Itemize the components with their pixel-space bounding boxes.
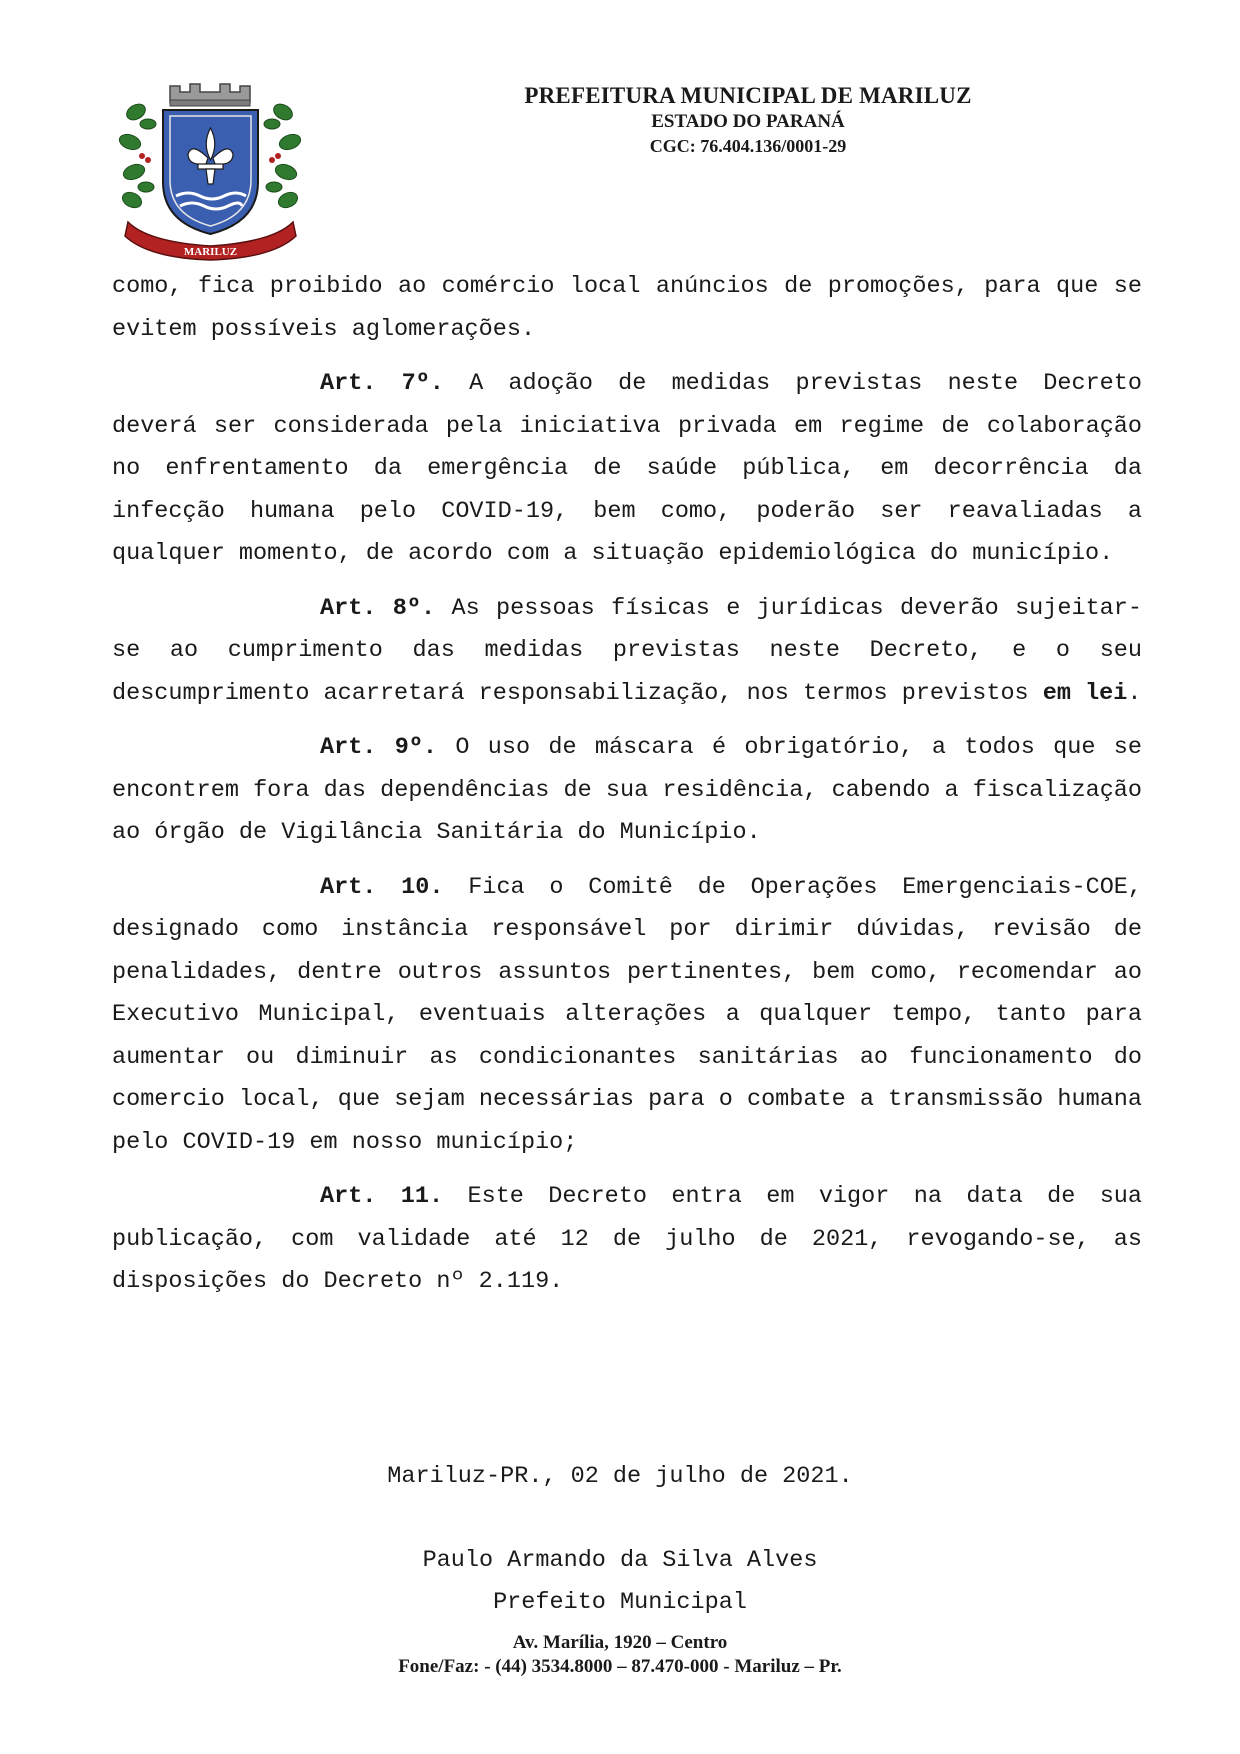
article-7 bbox=[112, 363, 1142, 576]
article-label: Art. 8º. bbox=[320, 594, 436, 622]
article-text: A adoção de medidas previstas neste Decreto deverá ser considerada pela iniciativa privada em regime de colaboração no enfrentamento da emergência de saúde pública, em decorrência da infecção humana pelo COVID-19, bem como, poderão ser reavaliadas a qualquer momento, de acordo com a situação epidemiológica do município. bbox=[112, 370, 1142, 567]
article-text: As pessoas físicas e jurídicas deverão sujeitar-se ao cumprimento das medidas previstas neste Decreto, e o seu descumprimento acarretará responsabilização, nos termos previstos bbox=[112, 594, 1142, 707]
cgc-number: CGC: 76.404.136/0001-29 bbox=[649, 136, 847, 156]
article-label: Art. 9º. bbox=[320, 734, 438, 761]
article-emphasis: em lei bbox=[1042, 679, 1128, 707]
decree-body bbox=[112, 266, 1142, 1316]
coat-of-arms-icon bbox=[118, 72, 303, 262]
article-label: Art. 7º. bbox=[320, 370, 444, 397]
article-end: . bbox=[1127, 679, 1142, 707]
footer-address: Av. Marília, 1920 – Centro bbox=[512, 1632, 728, 1653]
header-text bbox=[478, 82, 1018, 158]
article-label: Art. 11. bbox=[320, 1183, 444, 1210]
paragraph-continuation bbox=[112, 266, 1142, 351]
article-text: Este Decreto entra em vigor na data de sua publicação, com validade até 12 de julho de 2021, revogando-se, as disposições do Decreto nº 2.119. bbox=[112, 1183, 1142, 1295]
article-11 bbox=[112, 1176, 1142, 1304]
article-8 bbox=[112, 588, 1142, 716]
place-date: Mariluz-PR., 02 de julho de 2021. bbox=[387, 1463, 853, 1490]
page-title: PREFEITURA MUNICIPAL DE MARILUZ bbox=[524, 83, 972, 108]
state-name: ESTADO DO PARANÁ bbox=[651, 111, 845, 132]
article-text: O uso de máscara é obrigatório, a todos que se encontrem fora das dependências de sua residência, cabendo a fiscalização ao órgão de Vigilância Sanitária do Município. bbox=[112, 734, 1142, 846]
signer-name: Paulo Armando da Silva Alves bbox=[422, 1547, 818, 1574]
paragraph-text: como, fica proibido ao comércio local anúncios de promoções, para que se evitem possíveis aglomerações. bbox=[112, 273, 1142, 343]
signer-title: Prefeito Municipal bbox=[493, 1589, 747, 1616]
article-9 bbox=[112, 727, 1142, 855]
article-10 bbox=[112, 867, 1142, 1165]
footer-contact: Fone/Faz: - (44) 3534.8000 – 87.470-000 - Mariluz – Pr. bbox=[398, 1656, 842, 1677]
article-label: Art. 10. bbox=[320, 873, 444, 901]
article-text: Fica o Comitê de Operações Emergenciais-COE, designado como instância responsável por dirimir dúvidas, revisão de penalidades, dentre outros assuntos pertinentes, bem como, recomendar ao Executivo Municipal, eventuais alterações a qualquer tempo, tanto para aumentar ou diminuir as condicionantes sanitárias ao funcionamento do comercio local, que sejam necessárias para o combate a transmissão humana pelo COVID-19 em nosso município; bbox=[112, 873, 1142, 1156]
document-header bbox=[118, 72, 1148, 262]
document-footer bbox=[0, 1631, 1240, 1679]
coat-banner-text: MARILUZ bbox=[183, 246, 238, 258]
